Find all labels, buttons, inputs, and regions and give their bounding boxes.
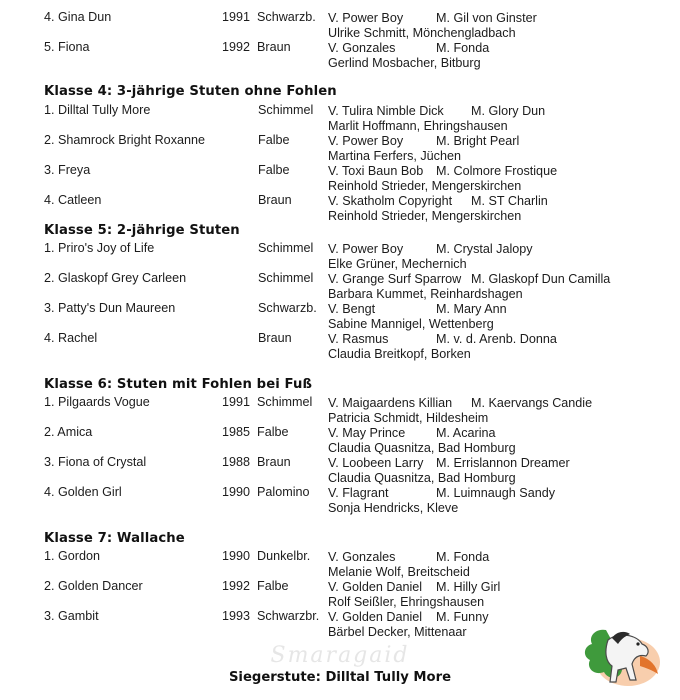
horse-name: 4. Catleen [44, 193, 102, 207]
horse-name: 1. Pilgaards Vogue [44, 395, 150, 409]
dam: M. Luimnaugh Sandy [436, 486, 556, 500]
entry-row [0, 40, 680, 74]
owner: Reinhold Strieder, Mengerskirchen [328, 179, 522, 193]
sire: V. Flagrant [328, 486, 389, 500]
sire: V. Gonzales [328, 41, 396, 55]
horse-name: 2. Amica [44, 425, 93, 439]
entry-row [0, 193, 680, 227]
sire: V. Power Boy [328, 134, 404, 148]
winner-caption: Siegerstute: Dilltal Tully More [228, 670, 452, 685]
owner: Martina Ferfers, Jüchen [328, 149, 461, 163]
owner: Melanie Wolf, Breitscheid [328, 565, 470, 579]
coat-color: Palomino [257, 485, 310, 499]
watermark-text: Smaragaid [270, 643, 410, 668]
sire: V. Toxi Baun Bob [328, 164, 424, 178]
sire: V. Bengt [328, 302, 376, 316]
sire: V. Gonzales [328, 550, 396, 564]
coat-color: Schwarzb. [258, 301, 317, 315]
birth-year: 1985 [222, 425, 251, 439]
birth-year: 1993 [222, 609, 251, 623]
entry-row [0, 579, 680, 613]
horse-name: 3. Gambit [44, 609, 99, 623]
entry-row [0, 455, 680, 489]
owner: Rolf Seißler, Ehringshausen [328, 595, 485, 609]
dam: M. Fonda [436, 41, 490, 55]
horse-name: 3. Patty's Dun Maureen [44, 301, 176, 315]
coat-color: Braun [258, 193, 292, 207]
dam: M. Funny [436, 610, 489, 624]
owner: Elke Grüner, Mechernich [328, 257, 467, 271]
dam: M. v. d. Arenb. Donna [436, 332, 557, 346]
horse-name: 1. Priro's Joy of Life [44, 241, 155, 255]
dam: M. Glory Dun [471, 104, 546, 118]
owner: Gerlind Mosbacher, Bitburg [328, 56, 481, 70]
horse-name: 2. Shamrock Bright Roxanne [44, 133, 206, 147]
coat-color: Schwarzbr. [257, 609, 320, 623]
horse-name: 4. Rachel [44, 331, 98, 345]
owner: Sonja Hendricks, Kleve [328, 501, 459, 515]
birth-year: 1992 [222, 40, 251, 54]
owner: Sabine Mannigel, Wettenberg [328, 317, 494, 331]
sire: V. Rasmus [328, 332, 389, 346]
sire: V. Power Boy [328, 242, 404, 256]
dam: M. Gil von Ginster [436, 11, 537, 25]
sire: V. Grange Surf Sparrow [328, 272, 462, 286]
horse-name: 2. Glaskopf Grey Carleen [44, 271, 187, 285]
horse-name: 3. Fiona of Crystal [44, 455, 147, 469]
entry-row [0, 241, 680, 275]
owner: Patricia Schmidt, Hildesheim [328, 411, 489, 425]
section-heading-klasse-6: Klasse 6: Stuten mit Fohlen bei Fuß [44, 377, 313, 392]
birth-year: 1988 [222, 455, 251, 469]
coat-color: Falbe [257, 579, 289, 593]
dam: M. Mary Ann [436, 302, 507, 316]
birth-year: 1991 [222, 10, 251, 24]
birth-year: 1991 [222, 395, 251, 409]
horse-name: 4. Golden Girl [44, 485, 122, 499]
dam: M. Fonda [436, 550, 490, 564]
owner: Claudia Breitkopf, Borken [328, 347, 471, 361]
horse-name: 3. Freya [44, 163, 91, 177]
dam: M. Errislannon Dreamer [436, 456, 570, 470]
horse-name: 1. Dilltal Tully More [44, 103, 151, 117]
sire: V. Loobeen Larry [328, 456, 424, 470]
owner: Claudia Quasnitza, Bad Homburg [328, 471, 516, 485]
sire: V. Tulira Nimble Dick [328, 104, 444, 118]
owner: Claudia Quasnitza, Bad Homburg [328, 441, 516, 455]
owner: Marlit Hoffmann, Ehringshausen [328, 119, 508, 133]
coat-color: Schwarzb. [257, 10, 316, 24]
entry-row [0, 425, 680, 459]
dam: M. Bright Pearl [436, 134, 520, 148]
entry-row [0, 271, 680, 305]
birth-year: 1990 [222, 549, 251, 563]
entry-row [0, 103, 680, 137]
horse-name: 2. Golden Dancer [44, 579, 143, 593]
entry-row [0, 10, 680, 44]
entry-row [0, 549, 680, 583]
section-heading-klasse-7: Klasse 7: Wallache [44, 531, 185, 546]
owner: Reinhold Strieder, Mengerskirchen [328, 209, 522, 223]
sire: V. Golden Daniel [328, 610, 423, 624]
horse-name: 5. Fiona [44, 40, 90, 54]
dam: M. Glaskopf Dun Camilla [471, 272, 611, 286]
section-heading-klasse-4: Klasse 4: 3-jährige Stuten ohne Fohlen [44, 84, 337, 99]
dam: M. ST Charlin [471, 194, 548, 208]
horse-name: 1. Gordon [44, 549, 101, 563]
dam: M. Acarina [436, 426, 496, 440]
sire: V. Power Boy [328, 11, 404, 25]
coat-color: Braun [257, 455, 291, 469]
birth-year: 1992 [222, 579, 251, 593]
coat-color: Falbe [257, 425, 289, 439]
horse-name: 4. Gina Dun [44, 10, 112, 24]
coat-color: Schimmel [258, 271, 314, 285]
coat-color: Braun [258, 331, 292, 345]
dam: M. Hilly Girl [436, 580, 501, 594]
horse-clover-logo-icon [578, 622, 664, 690]
entry-row [0, 485, 680, 519]
coat-color: Schimmel [257, 395, 313, 409]
entry-row [0, 331, 680, 365]
dam: M. Colmore Frostique [436, 164, 558, 178]
owner: Ulrike Schmitt, Mönchengladbach [328, 26, 516, 40]
sire: V. May Prince [328, 426, 406, 440]
sire: V. Golden Daniel [328, 580, 423, 594]
coat-color: Schimmel [258, 103, 314, 117]
birth-year: 1990 [222, 485, 251, 499]
coat-color: Falbe [258, 163, 290, 177]
coat-color: Schimmel [258, 241, 314, 255]
dam: M. Crystal Jalopy [436, 242, 533, 256]
coat-color: Falbe [258, 133, 290, 147]
dam: M. Kaervangs Candie [471, 396, 593, 410]
entry-row [0, 301, 680, 335]
entry-row [0, 133, 680, 167]
owner: Bärbel Decker, Mittenaar [328, 625, 467, 639]
sire: V. Skatholm Copyright [328, 194, 453, 208]
entry-row [0, 163, 680, 197]
section-heading-klasse-5: Klasse 5: 2-jährige Stuten [44, 223, 240, 238]
owner: Barbara Kummet, Reinhardshagen [328, 287, 523, 301]
coat-color: Dunkelbr. [257, 549, 311, 563]
sire: V. Maigaardens Killian [328, 396, 453, 410]
coat-color: Braun [257, 40, 291, 54]
entry-row [0, 395, 680, 429]
